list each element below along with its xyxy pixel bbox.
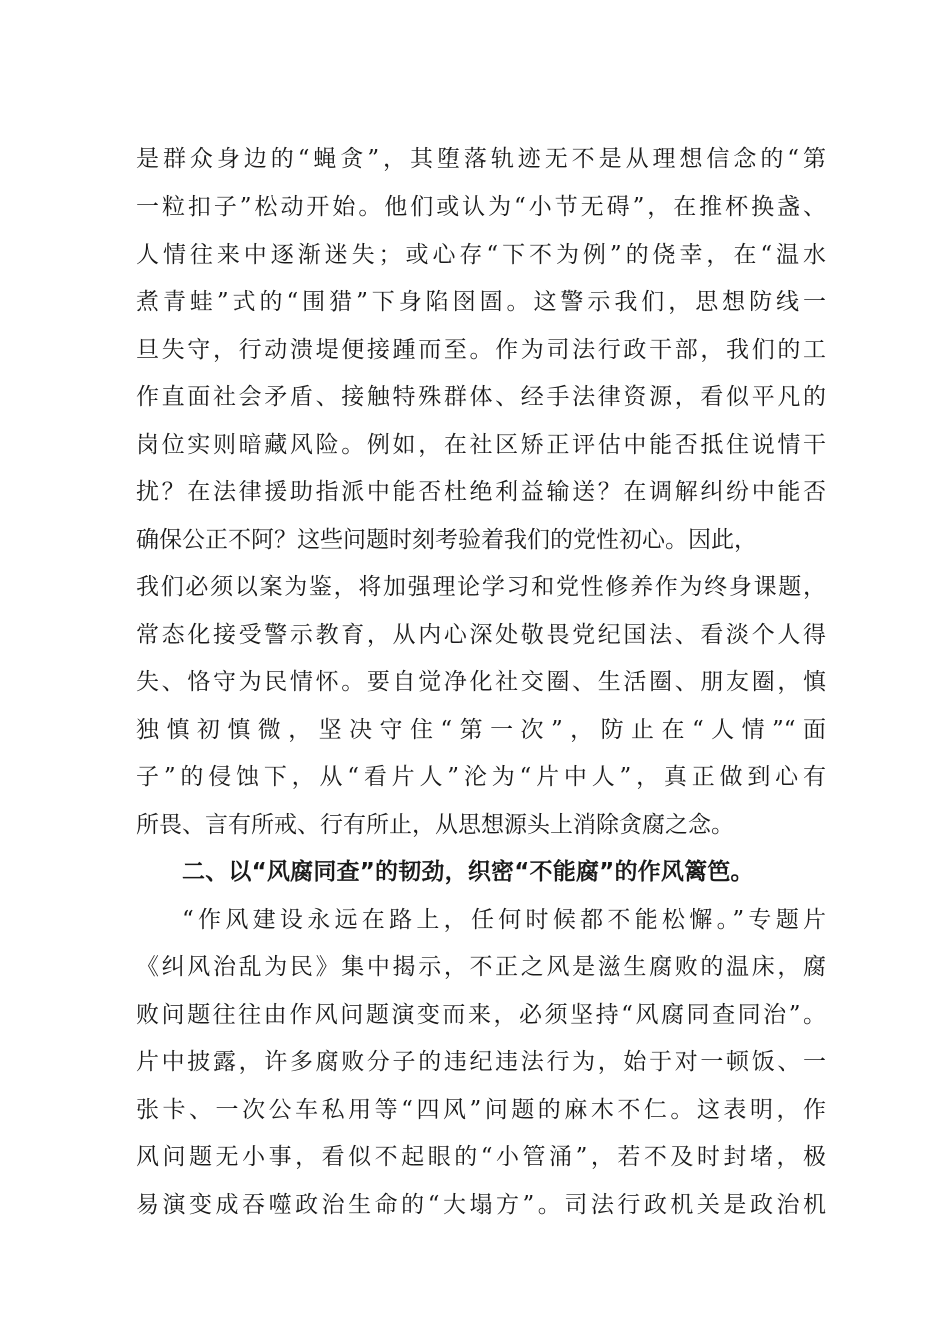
paragraph-1-line-6: 作直面社会矛盾、接触特殊群体、经手法律资源，看似平凡的 xyxy=(136,384,826,410)
paragraph-1-line-3: 人情往来中逐渐迷失；或心存“下不为例”的侥幸，在“温水 xyxy=(136,242,826,268)
paragraph-1-line-13: 独慎初慎微，坚决守住“第一次”，防止在“人情”“面 xyxy=(136,717,826,743)
paragraph-2-line-1: “作风建设永远在路上，任何时候都不能松懈。”专题片 xyxy=(182,907,826,933)
paragraph-1-line-15: 所畏、言有所戒、行有所止，从思想源头上消除贪腐之念。 xyxy=(136,812,734,838)
paragraph-1-line-9: 确保公正不阿？这些问题时刻考验着我们的党性初心。因此， xyxy=(136,527,757,553)
paragraph-2-line-7: 易演变成吞噬政治生命的“大塌方”。司法行政机关是政治机 xyxy=(136,1192,826,1218)
paragraph-1-line-4: 煮青蛙”式的“围猎”下身陷囹圄。这警示我们，思想防线一 xyxy=(136,289,826,315)
paragraph-2-line-5: 张卡、一次公车私用等“四风”问题的麻木不仁。这表明，作 xyxy=(136,1097,826,1123)
paragraph-1-line-2: 一粒扣子”松动开始。他们或认为“小节无碍”，在推杯换盏、 xyxy=(136,194,826,220)
paragraph-1-line-11: 常态化接受警示教育，从内心深处敬畏党纪国法、看淡个人得 xyxy=(136,622,826,648)
paragraph-1-line-10: 我们必须以案为鉴，将加强理论学习和党性修养作为终身课题， xyxy=(136,574,826,600)
paragraph-2-line-3: 败问题往往由作风问题演变而来，必须坚持“风腐同查同治”。 xyxy=(136,1002,826,1028)
paragraph-1-line-14: 子”的侵蚀下，从“看片人”沦为“片中人”，真正做到心有 xyxy=(136,764,826,790)
paragraph-2-line-4: 片中披露，许多腐败分子的违纪违法行为，始于对一顿饭、一 xyxy=(136,1049,826,1075)
paragraph-1-line-7: 岗位实则暗藏风险。例如，在社区矫正评估中能否抵住说情干 xyxy=(136,432,826,458)
paragraph-2-line-6: 风问题无小事，看似不起眼的“小管涌”，若不及时封堵，极 xyxy=(136,1144,826,1170)
paragraph-1-line-1: 是群众身边的“蝇贪”，其堕落轨迹无不是从理想信念的“第 xyxy=(136,146,826,172)
paragraph-1-line-5: 旦失守，行动溃堤便接踵而至。作为司法行政干部，我们的工 xyxy=(136,337,826,363)
paragraph-2-line-2: 《纠风治乱为民》集中揭示，不正之风是滋生腐败的温床，腐 xyxy=(136,954,826,980)
paragraph-1-line-8: 扰？在法律援助指派中能否杜绝利益输送？在调解纠纷中能否 xyxy=(136,479,826,505)
section-heading-2: 二、以“风腐同查”的韧劲，织密“不能腐”的作风篱笆。 xyxy=(182,859,754,885)
paragraph-1-line-12: 失、恪守为民情怀。要自觉净化社交圈、生活圈、朋友圈，慎 xyxy=(136,669,826,695)
